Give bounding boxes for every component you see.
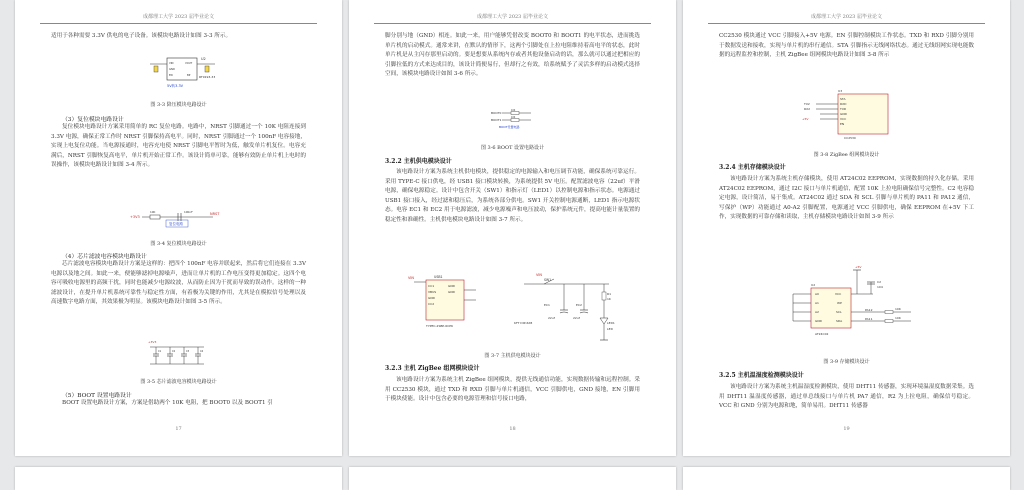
svg-text:USB1: USB1 — [434, 275, 443, 279]
next-page-preview — [15, 467, 342, 490]
svg-text:SDA: SDA — [836, 319, 843, 323]
svg-text:VIN: VIN — [169, 62, 174, 65]
svg-text:PA11: PA11 — [865, 317, 873, 321]
subheading: （5）BOOT 设置电路设计 — [62, 393, 132, 399]
svg-text:GND: GND — [815, 319, 822, 323]
svg-text:EC1: EC1 — [544, 303, 550, 307]
svg-text:22uf: 22uf — [548, 316, 555, 320]
next-page-preview — [349, 467, 676, 490]
svg-text:SW1: SW1 — [544, 278, 552, 282]
svg-text:LED: LED — [607, 327, 613, 331]
svg-text:EN: EN — [840, 122, 845, 126]
svg-text:VCC: VCC — [840, 117, 847, 121]
figure-caption: 图 3-8 ZigBee 组网模块设计 — [813, 152, 880, 158]
svg-text:GND: GND — [448, 290, 455, 294]
paragraph: 适用于各种需要 3.3V 供电的电子设备。该模块电路设计如图 3-3 所示。 — [51, 33, 232, 39]
svg-text:U3: U3 — [838, 89, 843, 93]
svg-text:R1: R1 — [607, 292, 611, 296]
figure-caption: 图 3-9 存储模块设计 — [823, 359, 870, 365]
svg-text:TXD: TXD — [840, 107, 847, 111]
document-page-18 — [349, 0, 676, 456]
svg-text:C2: C2 — [877, 280, 882, 284]
svg-text:C2: C2 — [172, 350, 176, 353]
paragraph: 复位模块电路设计方案采用简单的 RC 复位电路。电路中，NRST 引脚通过一个 10K 电阻连接到 3.3V 电源，确保正常工作时 NRST 引脚保持高电平。同时，NRST 引脚通过一个 100nF 电容接地，实现上电复位功能。当电源接通时，电容充电使 NRST 引脚电平暂时为低，触发单片机复位。电容充满后，NRST 引脚恢复高电平，单片机开始正常工作。该设计简单可靠，能够有效防止单片机上电时的误操作，该模块电路设计如图 3-4 所示。 — [51, 124, 306, 169]
section-heading: 3.2.4 主机存储模块设计 — [719, 164, 786, 171]
svg-text:BOOT0: BOOT0 — [491, 111, 502, 115]
svg-text:GND: GND — [428, 296, 435, 300]
svg-text:GND: GND — [840, 112, 847, 116]
svg-text:10K: 10K — [511, 109, 516, 112]
svg-text:VIN: VIN — [408, 276, 415, 280]
svg-text:KFT DIP-6X8: KFT DIP-6X8 — [514, 321, 533, 325]
svg-text:+3V3: +3V3 — [148, 340, 157, 344]
svg-text:STA: STA — [840, 97, 846, 101]
svg-text:WP: WP — [837, 301, 842, 305]
figure-caption: 图 3-3 降压模块电路设计 — [150, 102, 207, 108]
svg-text:EC2: EC2 — [576, 303, 582, 307]
svg-text:10K: 10K — [895, 316, 901, 320]
svg-text:VOUT: VOUT — [185, 62, 193, 65]
svg-text:A0: A0 — [815, 292, 819, 296]
svg-text:C4: C4 — [200, 350, 204, 353]
svg-text:CC2: CC2 — [428, 302, 435, 306]
subheading: （3）复位模块电路设计 — [62, 117, 124, 123]
document-page-19 — [683, 0, 1010, 456]
paragraph: 芯片滤波电容模块电路设计方案是这样的：把四个 100nF 电容并联起来，然后将它们连接在 3.3V 电源以及地之间。如此一来，便能够滤掉电源噪声，进而让单片机的工作电压变得更加稳定。这四个电容可吸收电源里的高频干扰，同时也能减少电源纹波，从而防止因为干扰而导致的误动作。这样的一种滤波设计，在提升单片机系统可靠性与稳定性方面，有着极为关键的作用，尤其是在模拟信号处理以及高速数字电路方面，其效果极为明显。该模块电路设计如图 3-5 所示。 — [51, 261, 306, 306]
svg-text:A2: A2 — [815, 310, 819, 314]
paragraph: 该电路设计方案为系统主机供电模块，提供稳定的电源输入和电压调节功能，确保系统可靠运行。采用 TYPE-C 接口供电，经 USB1 接口模块转换，为系统提供 5V 电压。配置滤波电容（22uf）平滑电源，确保电源稳定。设计中包含开关（SW1）和指示灯（LED1）以控制电源和指示状态。电源通过 USB1 接口接入，经过滤和稳压后，为系统各部分供电。SW1 开关控制电源通断，LED1 指示电源状态。电容 EC1 和 EC2 用于电源滤波，减少电源噪声和电压波动，保护系统元件，提高电能计量装置的稳定性和准确性。主机供电模块电路设计如图 3-7 所示。 — [385, 169, 640, 223]
svg-text:VIN: VIN — [536, 273, 543, 277]
svg-text:10K: 10K — [895, 307, 901, 311]
svg-text:C1: C1 — [158, 350, 162, 353]
page-header: 成都理工大学 2023 届毕业论文 — [708, 12, 985, 24]
paragraph: CC2530 模块通过 VCC 引脚接入+5V 电源。EN 引脚控制模块工作状态。TXD 和 RXD 引脚分别用于数据发送和接收，实现与单片机的串行通信。STA 引脚指示无线网络状态。通过无线组网实现电能数据的远程监控和控制，主机 ZigBee 组网模块电路设计如图 3-8 所示 — [719, 33, 974, 59]
svg-text:TX2: TX2 — [804, 102, 810, 106]
svg-text:RX2: RX2 — [804, 107, 811, 111]
section-heading: 3.2.3 主机 ZigBee 组网模块设计 — [385, 365, 480, 372]
svg-text:TYPEC-2SBP-6CP6: TYPEC-2SBP-6CP6 — [426, 324, 453, 328]
svg-text:1K: 1K — [607, 297, 611, 301]
page-number: 19 — [843, 426, 850, 432]
svg-text:复位电路: 复位电路 — [169, 222, 183, 226]
svg-text:100nF: 100nF — [184, 210, 193, 214]
page-number: 17 — [175, 426, 182, 432]
svg-text:RXD: RXD — [840, 102, 847, 106]
figure-caption: 图 3-6 BOOT 设置电路设计 — [480, 145, 545, 151]
paragraph: 该电路设计方案为系统主机 ZigBee 组网模块，提供无线通信功能，实现数据传输和远程控制。采用 CC2530 模块，通过 TXD 和 RXD 引脚与单片机通信，VCC 引脚供电，GND 接地，EN 引脚用于模块使能。设计中包含必要的电源管理和信号接口电路， — [385, 377, 640, 403]
figure-caption: 图 3-4 复位模块电路设计 — [150, 241, 207, 247]
svg-text:C3: C3 — [186, 350, 190, 353]
power-supply-figure — [404, 270, 624, 352]
svg-text:+5V: +5V — [855, 265, 862, 269]
svg-text:SCL: SCL — [836, 310, 842, 314]
svg-text:10K: 10K — [150, 210, 156, 214]
svg-text:EN: EN — [169, 74, 173, 77]
svg-text:+3V3: +3V3 — [130, 215, 140, 219]
paragraph: 该电路设计方案为系统主机温湿度检测模块，使用 DHT11 传感器，实现环境温湿度数据采集。选用 DHT11 温湿度传感器，通过单总线接口与单片机 PA7 通信，R2 为上拉电阻，确保信号稳定。VCC 和 GND 分别为电源和地，简单易用。DHT11 传感器 — [719, 384, 974, 410]
svg-text:BOOT设置电路: BOOT设置电路 — [499, 125, 520, 129]
svg-text:+5V: +5V — [802, 117, 809, 121]
page-number: 18 — [509, 426, 516, 432]
svg-text:BOOT1: BOOT1 — [491, 118, 502, 122]
chip-ref-label: U2 — [201, 57, 206, 61]
paragraph: BOOT 设置电路设计方案，方案是借助两个 10K 电阻，把 BOOT0 以及 BOOT1 引 — [62, 400, 273, 406]
svg-text:PA12: PA12 — [865, 308, 873, 312]
svg-text:GND: GND — [448, 284, 455, 288]
svg-text:AT24C02: AT24C02 — [815, 332, 829, 336]
document-page-17 — [15, 0, 342, 456]
svg-text:VCC: VCC — [835, 292, 842, 296]
boot-circuit-figure — [491, 108, 541, 134]
svg-text:104: 104 — [877, 285, 883, 289]
next-page-preview — [683, 467, 1010, 490]
paragraph: 该电路设计方案为系统主机存储模块，使用 AT24C02 EEPROM，实现数据的持久化存储。采用 AT24C02 EEPROM，通过 I2C 接口与单片机通信，配置 10K 上拉电阻确保信号完整性。C2 电容稳定电源，设计简洁，易于集成。AT24C02 通过 SDA 和 SCL 引脚与单片机的 PA11 和 PA12 通信，写保护（WP）功能通过 A0-A2 引脚配置，电源通过 VCC 引脚供电，确保 EEPROM 在+5V 下工作，实现数据的可靠存储和读取，主机存储模块电路设计如图 3-9 所示 — [719, 176, 974, 221]
page-header: 成都理工大学 2023 届毕业论文 — [40, 12, 317, 24]
svg-text:LED1: LED1 — [607, 321, 615, 325]
eeprom-figure — [781, 262, 921, 356]
svg-text:U2: U2 — [811, 283, 816, 287]
svg-text:10K: 10K — [511, 116, 516, 119]
svg-text:BP: BP — [187, 74, 191, 77]
section-heading: 3.2.5 主机温湿度检测模块设计 — [719, 372, 804, 379]
svg-text:22uf: 22uf — [573, 316, 580, 320]
filter-capacitor-figure — [146, 338, 210, 376]
figure-caption: 图 3-7 主机供电模块设计 — [484, 353, 541, 359]
svg-text:CC2530: CC2530 — [844, 136, 856, 140]
svg-text:CC1: CC1 — [428, 284, 435, 288]
page-header: 成都理工大学 2023 届毕业论文 — [374, 12, 651, 24]
svg-text:VBUS: VBUS — [428, 290, 437, 294]
reset-circuit-figure — [128, 202, 228, 236]
svg-text:NRST: NRST — [210, 212, 220, 216]
circuit-title-label: 5V转3.3V — [167, 84, 184, 88]
chip-model-label: RT9193-33 — [199, 75, 216, 79]
subheading: （4）芯片滤波电容模块电路设计 — [62, 254, 147, 260]
zigbee-module-figure — [800, 86, 900, 146]
paragraph: 脚分别与地（GND）相连。如此一来，用户能够凭借改变 BOOT0 和 BOOT1 的电平状态，进而挑选单片机的启动模式。通常来讲，在默认的情形下，这两个引脚处在上拉电阻维持着高电平的状态，此时单片机是从主闪存那里启动的。要是想要从系统内存或者其他设备启动的话，那么就可以通过把相应的引脚拉低的方式来达成目的，该设计简便易行，但却行之有效，给系统赋予了灵活多样的启动模式选择空间，该模块电路设计如图 3-6 所示。 — [385, 33, 640, 78]
figure-caption: 图 3-5 芯片滤波电容模块电路设计 — [140, 379, 217, 385]
buck-circuit-figure — [145, 52, 225, 94]
svg-text:GND: GND — [169, 68, 175, 71]
svg-text:A1: A1 — [815, 301, 819, 305]
section-heading: 3.2.2 主机供电模块设计 — [385, 158, 452, 165]
